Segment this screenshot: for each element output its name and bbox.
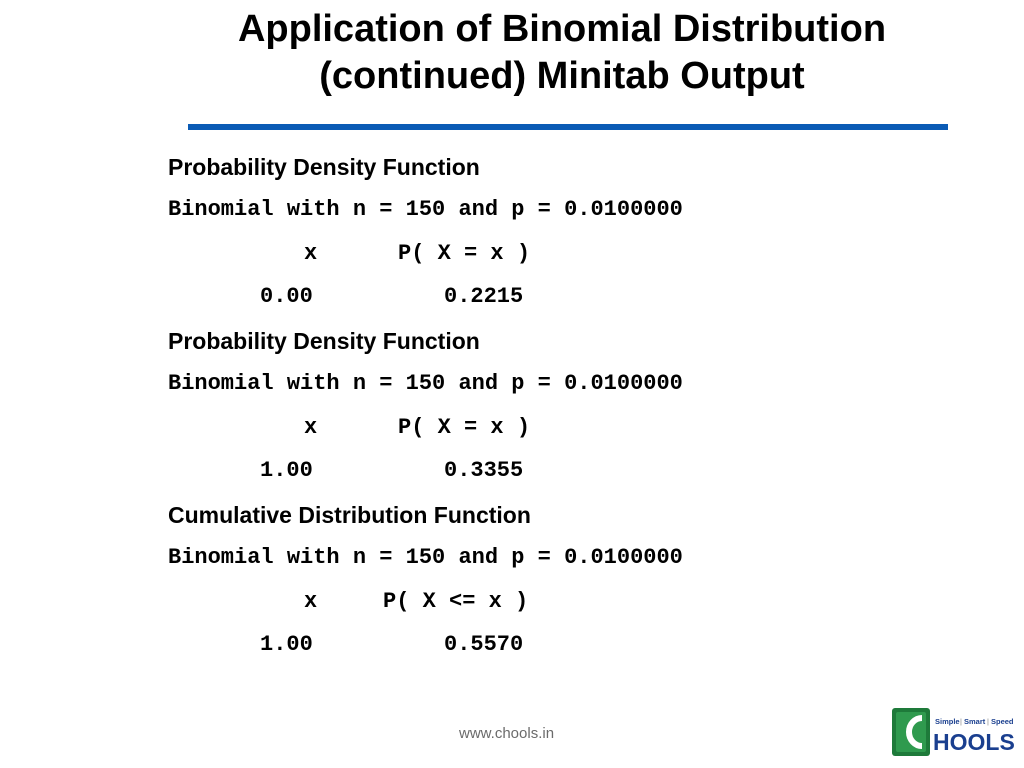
- logo-tagline-simple: Simple: [935, 717, 960, 726]
- block-2-col-p: P( X = x ): [398, 415, 531, 440]
- block-2-p-value: 0.3355: [444, 458, 524, 483]
- block-3-heading: Cumulative Distribution Function: [168, 502, 531, 528]
- block-1-x-value: 0.00: [260, 284, 313, 309]
- logo-wordmark: HOOLS: [933, 729, 1015, 755]
- logo-tagline-speed: Speed: [991, 717, 1014, 726]
- chools-logo-graphic: [891, 706, 1017, 758]
- logo-tagline-sep-1: |: [960, 717, 962, 726]
- block-3-col-p: P( X <= x ): [383, 589, 529, 614]
- block-1-params: Binomial with n = 150 and p = 0.0100000: [168, 197, 683, 222]
- block-1-heading: Probability Density Function: [168, 154, 480, 180]
- footer-url[interactable]: www.chools.in: [459, 725, 555, 742]
- block-3-col-x: x: [304, 589, 318, 614]
- block-1-col-p: P( X = x ): [398, 241, 531, 266]
- block-2-params: Binomial with n = 150 and p = 0.0100000: [168, 371, 683, 396]
- slide-title-line-1: Application of Binomial Distribution: [237, 8, 887, 50]
- block-3-x-value: 1.00: [260, 632, 313, 657]
- block-3-params: Binomial with n = 150 and p = 0.0100000: [168, 545, 683, 570]
- chools-logo: [891, 706, 1017, 758]
- block-3-p-value: 0.5570: [444, 632, 524, 657]
- block-2-col-x: x: [304, 415, 318, 440]
- logo-tagline-smart: Smart: [964, 717, 986, 726]
- logo-tagline-sep-2: |: [987, 717, 989, 726]
- block-2-x-value: 1.00: [260, 458, 313, 483]
- slide-title-line-2: (continued) Minitab Output: [319, 55, 805, 97]
- block-1-p-value: 0.2215: [444, 284, 524, 309]
- title-divider: [188, 124, 948, 130]
- block-2-heading: Probability Density Function: [168, 328, 480, 354]
- block-1-col-x: x: [304, 241, 318, 266]
